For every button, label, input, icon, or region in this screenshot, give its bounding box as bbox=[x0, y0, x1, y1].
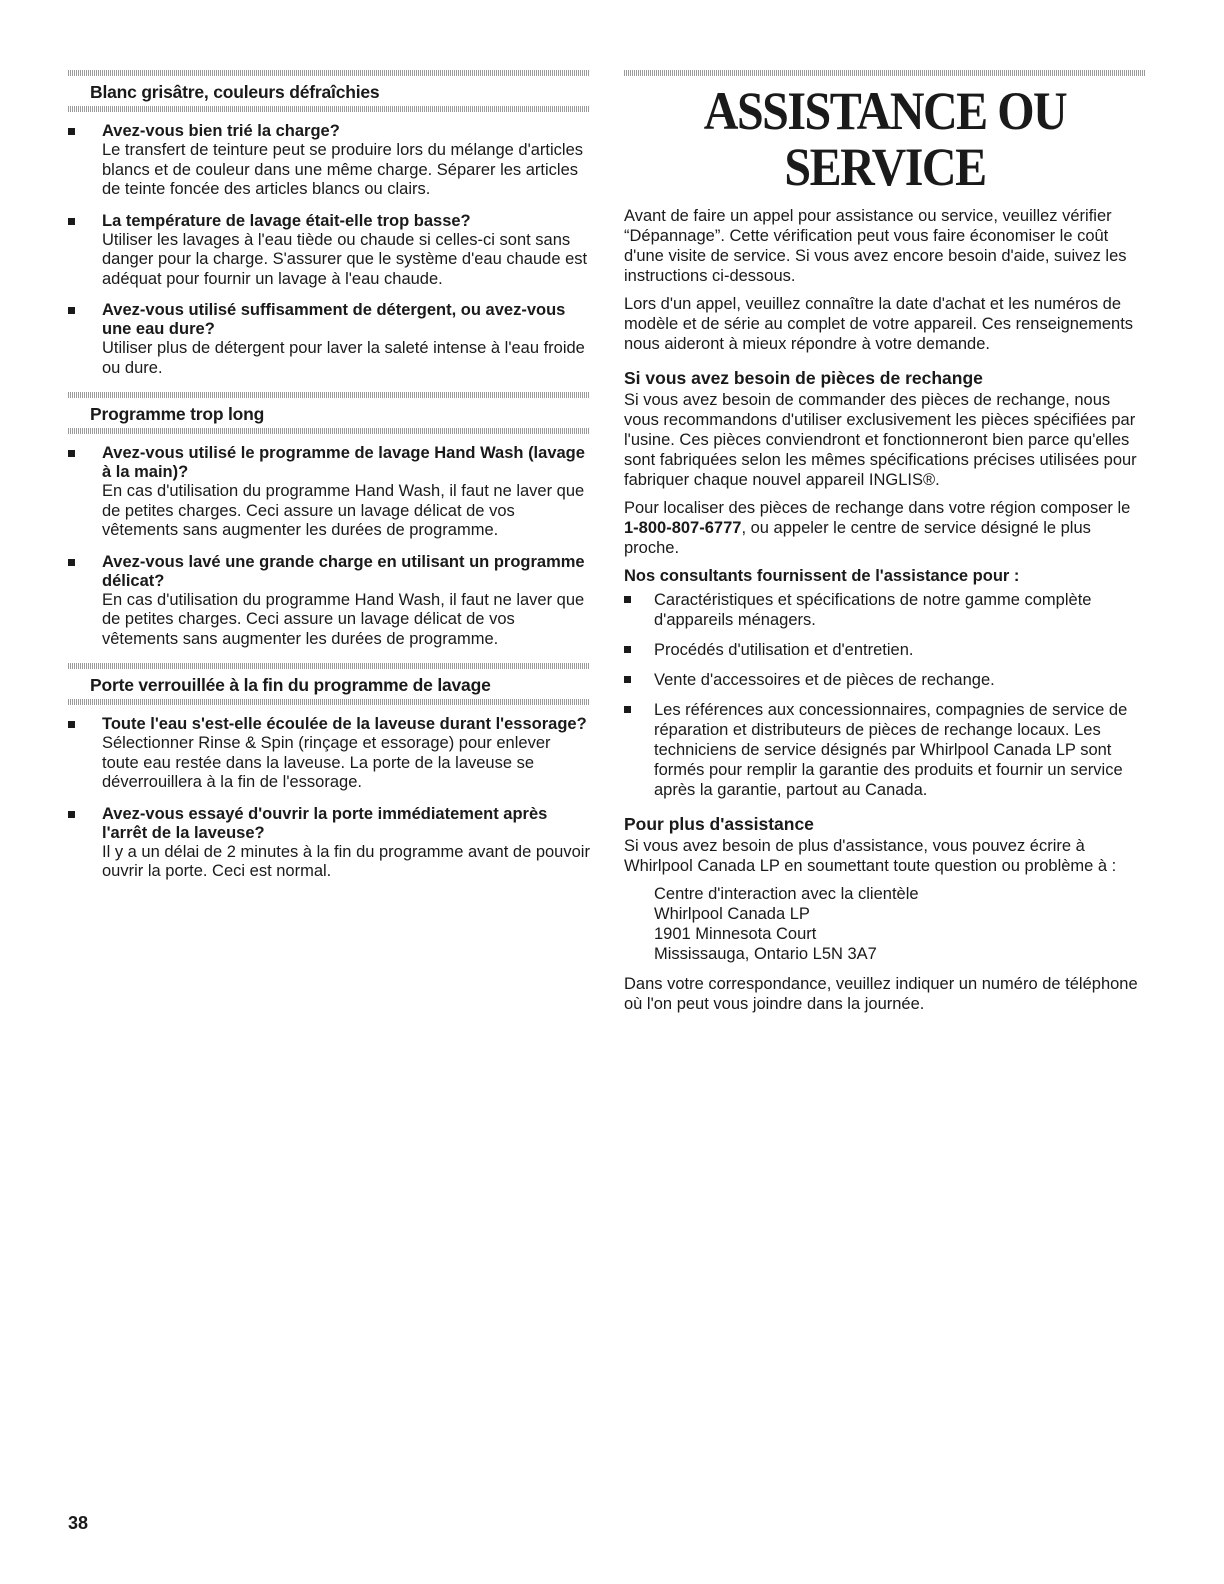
intro-paragraph: Lors d'un appel, veuillez connaître la date d'achat et les numéros de modèle et de série au complet de votre appareil. Ces renseignements nous aideront à mieux répondre à votre demande. bbox=[624, 295, 1134, 353]
section-title: Blanc grisâtre, couleurs défraîchies bbox=[90, 82, 380, 102]
list-item-text: Caractéristiques et spécifications de notre gamme complète d'appareils ménagers. bbox=[654, 591, 1092, 629]
question-list bbox=[68, 705, 590, 882]
right-column bbox=[624, 70, 1146, 1022]
list-item bbox=[68, 301, 590, 378]
address-line: Whirlpool Canada LP bbox=[654, 905, 810, 923]
square-bullet-icon bbox=[68, 559, 75, 566]
answer: En cas d'utilisation du programme Hand Wash, il faut ne laver que de petites charges. Ceci assure un lavage délicat de vos vêtements sans augmenter les durées de programme. bbox=[102, 590, 585, 648]
more-assistance-paragraph: Si vous avez besoin de plus d'assistance, vous pouvez écrire à Whirlpool Canada LP en soumettant toute question ou problème à : bbox=[624, 837, 1117, 875]
square-bullet-icon bbox=[624, 676, 631, 683]
parts-locate-text: Pour localiser des pièces de rechange dans votre région composer le bbox=[624, 499, 1131, 517]
page-title: ASSISTANCE OU SERVICE bbox=[703, 81, 1067, 198]
list-item bbox=[624, 670, 1146, 690]
square-bullet-icon bbox=[624, 596, 631, 603]
question: Avez-vous bien trié la charge? bbox=[102, 122, 340, 140]
question-list bbox=[68, 112, 590, 378]
list-item-text: Les références aux concessionnaires, compagnies de service de réparation et distributeurs de pièces de rechange locaux. Les techniciens de service désignés par Whirlpool Canada LP sont formés pour remplir la garantie des produits et fournir un service après la garantie, partout au Canada. bbox=[654, 701, 1128, 799]
section-title: Programme trop long bbox=[90, 404, 265, 424]
section-cycle-too-long bbox=[68, 392, 590, 649]
answer: Le transfert de teinture peut se produire lors du mélange d'articles blancs et de couleur dans une même charge. Séparer les articles de teinte foncée des articles blancs ou clairs. bbox=[102, 141, 584, 198]
question-list bbox=[68, 434, 590, 649]
question: Toute l'eau s'est-elle écoulée de la laveuse durant l'essorage? bbox=[102, 715, 587, 733]
parts-heading: Si vous avez besoin de pièces de rechange bbox=[624, 368, 983, 388]
answer: Utiliser les lavages à l'eau tiède ou chaude si celles-ci sont sans danger pour la charge. S'assurer que le système d'eau chaude est adéquat pour fournir un lavage à l'eau chaude. bbox=[102, 230, 588, 288]
parts-locate-paragraph bbox=[624, 498, 1146, 558]
list-item-text: Vente d'accessoires et de pièces de rechange. bbox=[654, 671, 995, 689]
question: Avez-vous utilisé suffisamment de détergent, ou avez-vous une eau dure? bbox=[102, 301, 566, 338]
list-item bbox=[68, 805, 590, 882]
title-rule bbox=[624, 70, 1146, 76]
list-item bbox=[68, 212, 590, 290]
list-item bbox=[624, 700, 1146, 800]
square-bullet-icon bbox=[68, 721, 75, 728]
square-bullet-icon bbox=[68, 218, 75, 225]
section-title: Porte verrouillée à la fin du programme de lavage bbox=[90, 675, 491, 695]
consultants-label: Nos consultants fournissent de l'assistance pour : bbox=[624, 567, 1020, 585]
square-bullet-icon bbox=[68, 307, 75, 314]
address-line: Mississauga, Ontario L5N 3A7 bbox=[654, 945, 877, 963]
left-column bbox=[68, 70, 590, 896]
list-item bbox=[68, 444, 590, 541]
square-bullet-icon bbox=[68, 450, 75, 457]
parts-locate-text-end: , ou appeler le centre de service désigné le plus proche. bbox=[624, 519, 1091, 557]
list-item bbox=[68, 715, 590, 793]
section-door-locked bbox=[68, 663, 590, 882]
question: Avez-vous utilisé le programme de lavage Hand Wash (lavage à la main)? bbox=[102, 444, 585, 481]
answer: En cas d'utilisation du programme Hand Wash, il faut ne laver que de petites charges. Ceci assure un lavage délicat de vos vêtements sans augmenter les durées de programme. bbox=[102, 482, 585, 539]
more-assistance-heading: Pour plus d'assistance bbox=[624, 814, 814, 834]
mailing-address bbox=[624, 884, 1146, 964]
list-item bbox=[624, 640, 1146, 660]
list-item bbox=[68, 553, 590, 650]
phone-number: 1-800-807-6777 bbox=[624, 519, 742, 537]
question: La température de lavage était-elle trop basse? bbox=[102, 211, 471, 230]
address-line: 1901 Minnesota Court bbox=[654, 925, 817, 943]
square-bullet-icon bbox=[68, 811, 75, 818]
question: Avez-vous lavé une grande charge en utilisant un programme délicat? bbox=[102, 552, 585, 590]
list-item bbox=[68, 122, 590, 200]
consultants-list bbox=[624, 590, 1146, 800]
square-bullet-icon bbox=[624, 646, 631, 653]
answer: Sélectionner Rinse & Spin (rinçage et essorage) pour enlever toute eau restée dans la laveuse. La porte de la laveuse se déverrouillera à la fin de l'essorage. bbox=[102, 734, 551, 791]
page-number: 38 bbox=[68, 1513, 89, 1533]
question: Avez-vous essayé d'ouvrir la porte immédiatement après l'arrêt de la laveuse? bbox=[102, 804, 548, 842]
parts-paragraph: Si vous avez besoin de commander des pièces de rechange, nous vous recommandons d'utiliser exclusivement les pièces spécifiées par l'usine. Ces pièces conviendront et fonctionneront bien parce qu'elles sont fabriquées selon les mêmes spécifications précises utilisées pour fabriquer chaque nouvel appareil INGLIS®. bbox=[624, 391, 1137, 489]
square-bullet-icon bbox=[624, 706, 631, 713]
closing-paragraph: Dans votre correspondance, veuillez indiquer un numéro de téléphone où l'on peut vous joindre dans la journée. bbox=[624, 975, 1138, 1013]
address-line: Centre d'interaction avec la clientèle bbox=[654, 885, 919, 903]
intro-paragraph: Avant de faire un appel pour assistance ou service, veuillez vérifier “Dépannage”. Cette vérification peut vous faire économiser le coût d'une visite de service. Si vous avez encore besoin d'aide, suivez les instructions ci-dessous. bbox=[624, 207, 1127, 285]
answer: Il y a un délai de 2 minutes à la fin du programme avant de pouvoir ouvrir la porte. Ceci est normal. bbox=[102, 842, 590, 880]
list-item bbox=[624, 590, 1146, 630]
answer: Utiliser plus de détergent pour laver la saleté intense à l'eau froide ou dure. bbox=[102, 339, 585, 377]
list-item-text: Procédés d'utilisation et d'entretien. bbox=[654, 641, 914, 659]
square-bullet-icon bbox=[68, 128, 75, 135]
section-whites-dull bbox=[68, 70, 590, 378]
